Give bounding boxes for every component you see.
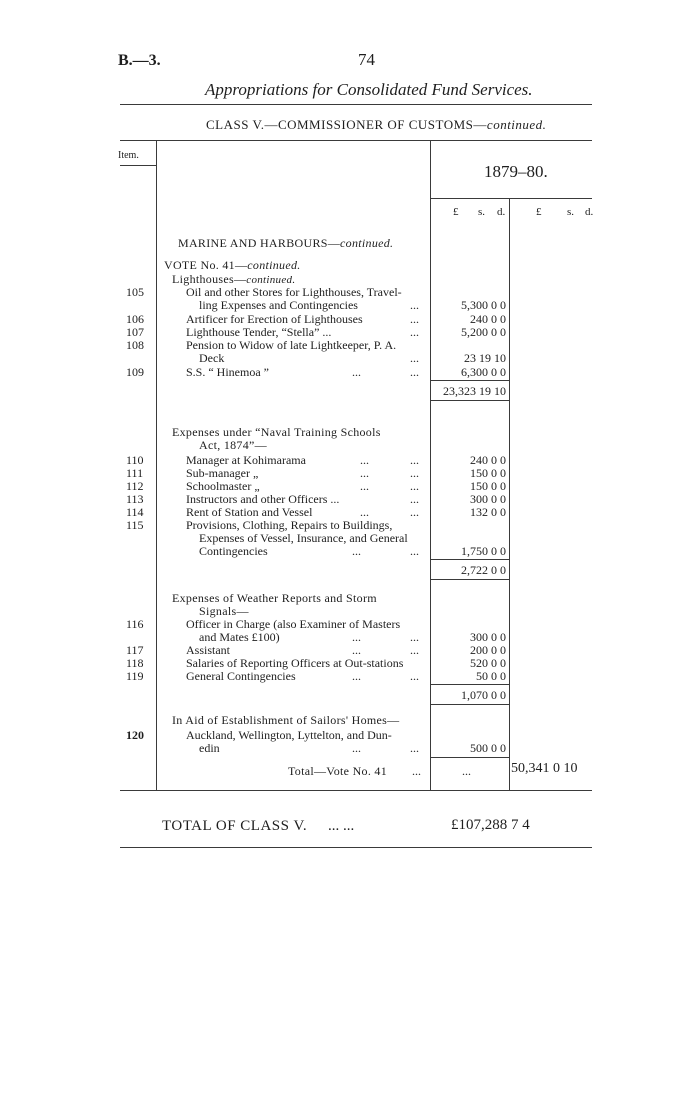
item-number-108: 108 [126, 338, 144, 352]
section-lighthouses-continued: continued. [246, 274, 296, 286]
row-115-line-2: Expenses of Vessel, Insurance, and General [199, 531, 408, 545]
row-112-line-1: Schoolmaster „ [186, 479, 260, 493]
row-117-dots-2: ... [410, 643, 419, 657]
row-111-line-1: Sub-manager „ [186, 466, 259, 480]
row-115-amount: 1,750 0 0 [461, 544, 506, 558]
row-114-line-1: Rent of Station and Vessel [186, 505, 313, 519]
section-vote-text: VOTE No. 41— [164, 258, 248, 272]
row-106-amount: 240 0 0 [470, 312, 506, 326]
row-119-amount: 50 0 0 [476, 669, 506, 683]
row-116-dots-1: ... [352, 630, 361, 644]
row-112-dots-2: ... [410, 479, 419, 493]
subtotal-rule-lighthouses [431, 380, 509, 381]
section-naval-training-1: Expenses under “Naval Training Schools [172, 425, 381, 439]
pence-header-2: d. [585, 206, 594, 218]
item-number-119: 119 [126, 669, 144, 683]
item-number-111: 111 [126, 466, 144, 480]
subtotal-rule-weather [431, 684, 509, 685]
pence-header: d. [497, 206, 506, 218]
row-109-dots-2: ... [410, 365, 419, 379]
document-reference: B.—3. [118, 52, 161, 69]
class-title-text: CLASS V.—COMMISSIONER OF CUSTOMS— [206, 117, 487, 132]
section-vote [164, 258, 301, 273]
row-116-line-1: Officer in Charge (also Examiner of Masters [186, 617, 401, 631]
item-number-115: 115 [126, 518, 144, 532]
subtotal-lighthouses: 23,323 19 10 [443, 384, 506, 398]
item-number-117: 117 [126, 643, 144, 657]
item-number-112: 112 [126, 479, 144, 493]
amount-column-divider [509, 198, 510, 791]
table-top-rule [120, 140, 592, 141]
row-113-amount: 300 0 0 [470, 492, 506, 506]
item-column-divider [156, 141, 157, 791]
year-header: 1879–80. [484, 162, 548, 181]
subtitle-rule [120, 104, 592, 105]
row-119-dots-1: ... [352, 669, 361, 683]
row-105-dots: ... [410, 298, 419, 312]
subtotal-naval: 2,722 0 0 [461, 563, 506, 577]
row-120-amount: 500 0 0 [470, 741, 506, 755]
subtotal-rule-naval-bottom [431, 579, 509, 580]
page-subtitle: Appropriations for Consolidated Fund Services. [205, 80, 533, 99]
section-marine-harbours [178, 236, 393, 251]
row-114-dots-1: ... [360, 505, 369, 519]
row-113-line-1: Instructors and other Officers ... [186, 492, 340, 506]
row-115-line-3: Contingencies [199, 544, 268, 558]
class-total-dots: ... ... [328, 818, 355, 834]
row-108-line-1: Pension to Widow of late Lightkeeper, P. A. [186, 338, 397, 352]
class-title [206, 117, 546, 133]
row-105-line-1: Oil and other Stores for Lighthouses, Travel- [186, 285, 402, 299]
item-number-120: 120 [126, 728, 144, 742]
row-115-line-1: Provisions, Clothing, Repairs to Buildings, [186, 518, 393, 532]
row-120-dots-2: ... [410, 741, 419, 755]
section-marine-continued: continued. [340, 236, 394, 250]
row-120-line-2: edin [199, 741, 220, 755]
row-110-line-1: Manager at Kohimarama [186, 453, 306, 467]
row-118-line-1: Salaries of Reporting Officers at Out-stations [186, 656, 404, 670]
row-108-dots: ... [410, 351, 419, 365]
section-weather-1: Expenses of Weather Reports and Storm [172, 591, 377, 605]
item-number-106: 106 [126, 312, 144, 326]
row-117-dots-1: ... [352, 643, 361, 657]
row-118-amount: 520 0 0 [470, 656, 506, 670]
class-total-amount: £107,288 7 4 [451, 817, 530, 833]
pounds-header-2: £ [536, 206, 542, 218]
row-120-dots-1: ... [352, 741, 361, 755]
vote-total-dots: ... [412, 764, 421, 778]
item-number-116: 116 [126, 617, 144, 631]
row-116-line-2: and Mates £100) [199, 630, 280, 644]
subtotal-rule-lighthouses-bottom [431, 400, 509, 401]
item-number-105: 105 [126, 285, 144, 299]
shillings-header: s. [478, 206, 486, 218]
section-naval-training-2: Act, 1874”— [199, 438, 267, 452]
row-109-amount: 6,300 0 0 [461, 365, 506, 379]
section-sailors-homes: In Aid of Establishment of Sailors' Homes— [172, 713, 400, 727]
row-105-line-2: ling Expenses and Contingencies [199, 298, 358, 312]
section-vote-continued: continued. [247, 258, 301, 272]
row-111-dots-2: ... [410, 466, 419, 480]
row-111-dots-1: ... [360, 466, 369, 480]
section-weather-2: Signals— [199, 604, 249, 618]
row-107-line-1: Lighthouse Tender, “Stella” ... [186, 325, 332, 339]
subtotal-rule-weather-bottom [431, 704, 509, 705]
item-number-113: 113 [126, 492, 144, 506]
row-106-line-1: Artificer for Erection of Lighthouses [186, 312, 363, 326]
row-108-amount: 23 19 10 [464, 351, 506, 365]
subtotal-weather: 1,070 0 0 [461, 688, 506, 702]
row-116-amount: 300 0 0 [470, 630, 506, 644]
row-108-line-2: Deck [199, 351, 225, 365]
row-112-amount: 150 0 0 [470, 479, 506, 493]
subtotal-rule-naval [431, 559, 509, 560]
item-header-underline [120, 165, 156, 166]
row-107-amount: 5,200 0 0 [461, 325, 506, 339]
row-112-dots-1: ... [360, 479, 369, 493]
row-106-dots: ... [410, 312, 419, 326]
row-115-dots-1: ... [352, 544, 361, 558]
vote-total-amount: 50,341 0 10 [511, 761, 578, 776]
item-number-107: 107 [126, 325, 144, 339]
vote-total-label: Total—Vote No. 41 [288, 764, 388, 778]
row-115-dots-2: ... [410, 544, 419, 558]
row-109-line-1: S.S. “ Hinemoa ” [186, 365, 269, 379]
vote-total-col1-dots: ... [462, 764, 471, 778]
item-column-header: Item. [118, 150, 139, 161]
row-117-line-1: Assistant [186, 643, 231, 657]
class-total-label: TOTAL OF CLASS V. [162, 818, 308, 834]
item-number-109: 109 [126, 365, 144, 379]
item-number-110: 110 [126, 453, 144, 467]
table-bottom-rule [120, 790, 592, 791]
item-number-114: 114 [126, 505, 144, 519]
row-114-amount: 132 0 0 [470, 505, 506, 519]
description-column-divider [430, 141, 431, 791]
row-105-amount: 5,300 0 0 [461, 298, 506, 312]
row-120-line-1: Auckland, Wellington, Lyttelton, and Dun- [186, 728, 392, 742]
section-marine-text: MARINE AND HARBOURS— [178, 236, 341, 250]
row-110-amount: 240 0 0 [470, 453, 506, 467]
row-111-amount: 150 0 0 [470, 466, 506, 480]
page-number: 74 [358, 50, 375, 69]
row-109-dots-1: ... [352, 365, 361, 379]
year-underline [431, 198, 592, 199]
row-117-amount: 200 0 0 [470, 643, 506, 657]
row-114-dots-2: ... [410, 505, 419, 519]
row-113-dots: ... [410, 492, 419, 506]
pounds-header: £ [453, 206, 459, 218]
row-107-dots: ... [410, 325, 419, 339]
page-bottom-rule [120, 847, 592, 848]
row-116-dots-2: ... [410, 630, 419, 644]
shillings-header-2: s. [567, 206, 575, 218]
row-110-dots-1: ... [360, 453, 369, 467]
row-110-dots-2: ... [410, 453, 419, 467]
row-119-line-1: General Contingencies [186, 669, 296, 683]
vote-total-rule [431, 757, 509, 758]
class-title-continued: continued. [486, 117, 547, 132]
section-lighthouses-text: Lighthouses— [172, 272, 247, 286]
item-number-118: 118 [126, 656, 144, 670]
row-119-dots-2: ... [410, 669, 419, 683]
